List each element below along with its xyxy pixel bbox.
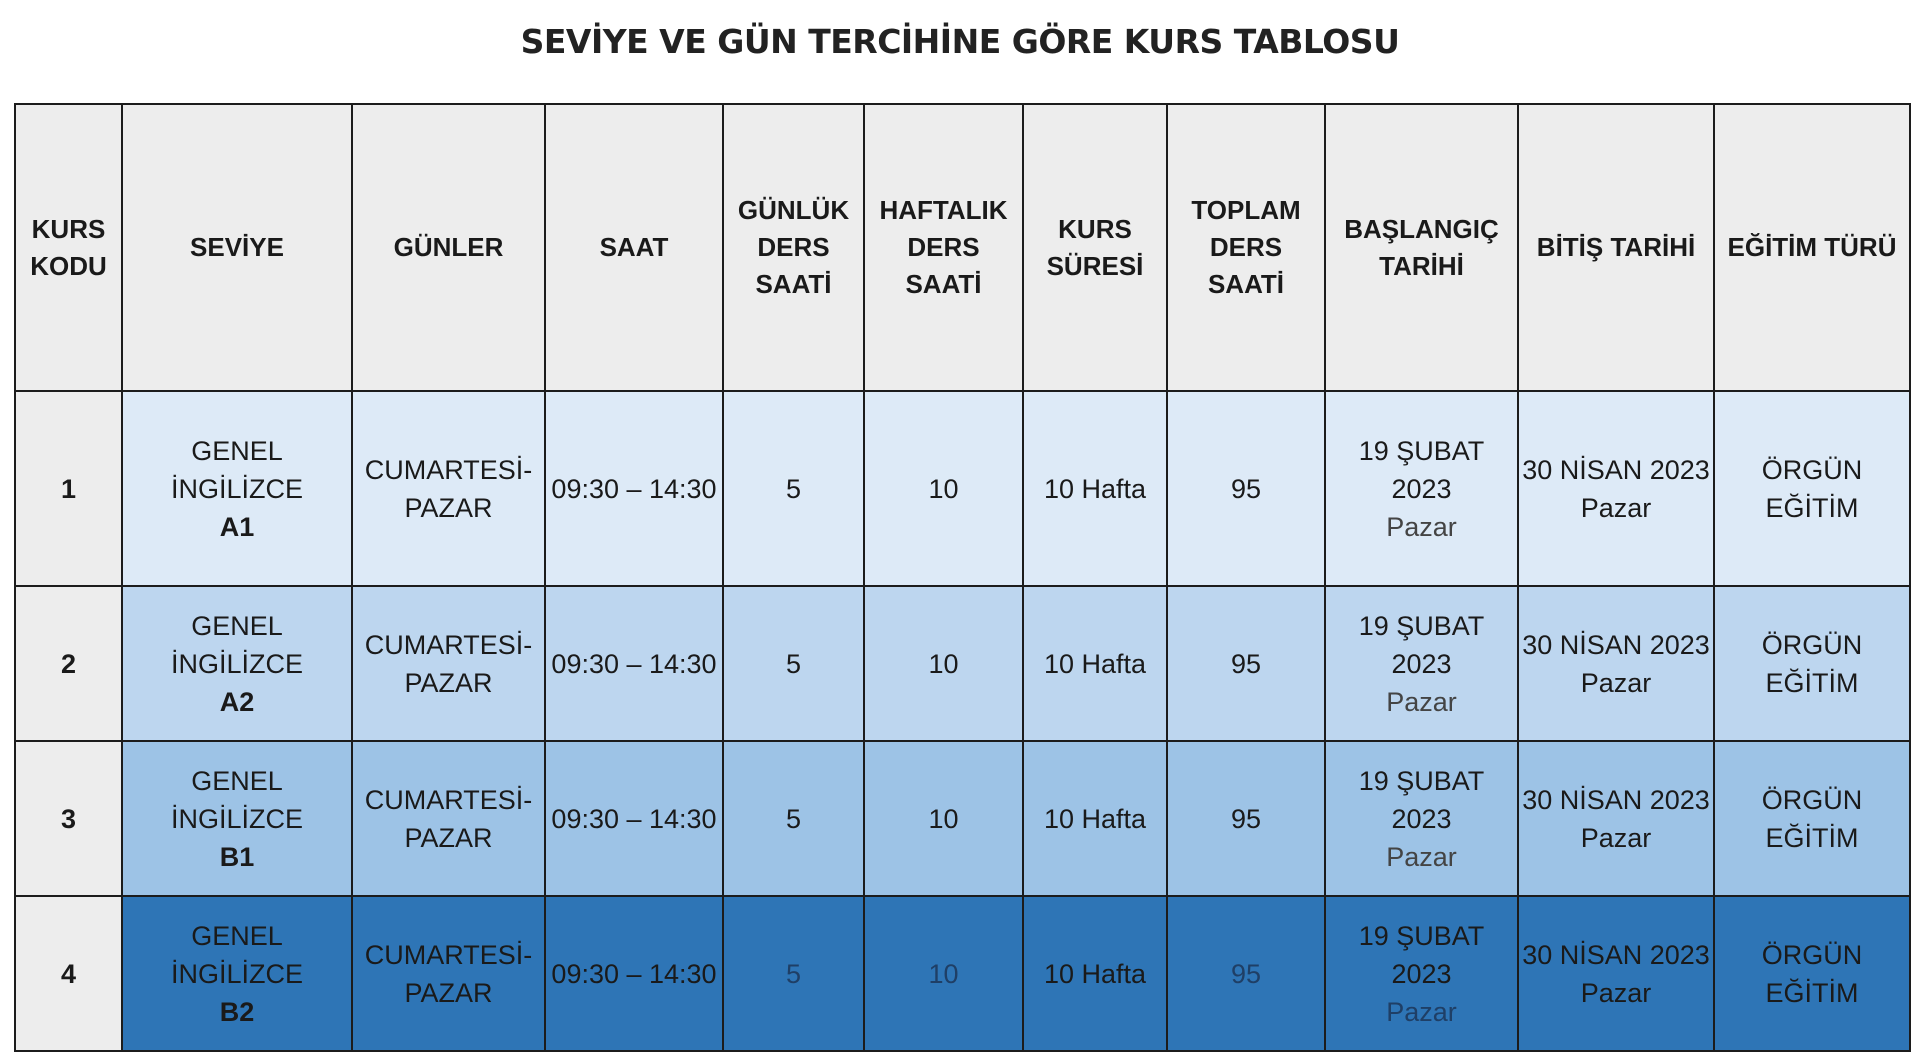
cell-weekly-hours: 10 [864,391,1023,586]
cell-weekly-hours: 10 [864,586,1023,741]
education-type-line: ÖRGÜN [1761,939,1863,970]
education-type-line: ÖRGÜN [1761,629,1863,660]
cell-time: 09:30 – 14:30 [545,896,723,1051]
cell-education-type [1714,741,1910,896]
start-date-line: 19 ŞUBAT [1358,435,1485,466]
header-weekly-hours [864,104,1023,391]
header-line: DERS SAATİ [1207,232,1285,299]
cell-total-hours: 95 [1167,896,1325,1051]
days-line: PAZAR [404,492,493,523]
cell-end-date [1518,896,1714,1051]
table-row [15,896,1910,1051]
header-line: BİTİŞ TARİHİ [1536,232,1696,262]
cell-level [122,391,352,586]
header-duration [1023,104,1167,391]
level-code: B2 [219,996,255,1027]
cell-end-date [1518,586,1714,741]
education-type-line: EĞİTİM [1765,492,1859,523]
header-line: TARİHİ [1379,250,1464,281]
header-line: SAAT [599,232,669,262]
level-code: B1 [219,841,255,872]
cell-duration: 10 Hafta [1023,896,1167,1051]
cell-course-code: 4 [15,896,122,1051]
header-education-type [1714,104,1910,391]
cell-course-code: 3 [15,741,122,896]
header-line: KURS [1058,213,1132,244]
start-date-line: 19 ŞUBAT [1358,610,1485,641]
education-type-line: EĞİTİM [1765,977,1859,1008]
header-line: SAATİ [755,269,832,299]
end-date-line: 30 NİSAN 2023 [1522,784,1710,815]
end-day: Pazar [1580,492,1652,523]
level-name: GENEL İNGİLİZCE [170,610,304,679]
level-name: GENEL İNGİLİZCE [170,435,304,504]
end-day: Pazar [1580,667,1652,698]
cell-days [352,391,545,586]
header-course-code [15,104,122,391]
end-date-line: 30 NİSAN 2023 [1522,629,1710,660]
cell-level [122,896,352,1051]
header-line: BAŞLANGIÇ [1344,213,1499,244]
header-total-hours [1167,104,1325,391]
header-line: DERS [757,232,830,262]
cell-duration: 10 Hafta [1023,741,1167,896]
table-row [15,741,1910,896]
end-day: Pazar [1580,822,1652,853]
cell-start-date [1325,586,1518,741]
cell-end-date [1518,741,1714,896]
cell-time: 09:30 – 14:30 [545,741,723,896]
table-row [15,586,1910,741]
cell-daily-hours: 5 [723,896,864,1051]
table-row [15,391,1910,586]
cell-weekly-hours: 10 [864,741,1023,896]
header-daily-hours [723,104,864,391]
education-type-line: ÖRGÜN [1761,784,1863,815]
start-date-line: 19 ŞUBAT [1358,765,1485,796]
days-line: PAZAR [404,977,493,1008]
cell-days [352,896,545,1051]
header-start-date [1325,104,1518,391]
header-line: HAFTALIK [879,195,1008,225]
cell-daily-hours: 5 [723,391,864,586]
header-level [122,104,352,391]
start-day: Pazar [1386,841,1457,872]
cell-start-date [1325,741,1518,896]
header-line: TOPLAM [1191,195,1301,225]
cell-duration: 10 Hafta [1023,391,1167,586]
end-date-line: 30 NİSAN 2023 [1522,939,1710,970]
start-date-line: 2023 [1391,473,1452,504]
start-day: Pazar [1386,686,1457,717]
cell-start-date [1325,896,1518,1051]
end-day: Pazar [1580,977,1652,1008]
days-line: CUMARTESİ- [364,939,533,970]
header-line: SÜRESİ [1046,250,1144,281]
cell-days [352,586,545,741]
cell-weekly-hours: 10 [864,896,1023,1051]
start-day: Pazar [1386,996,1457,1027]
cell-total-hours: 95 [1167,741,1325,896]
cell-start-date [1325,391,1518,586]
header-line: GÜNLÜK [737,195,850,225]
header-end-date [1518,104,1714,391]
start-date-line: 2023 [1391,803,1452,834]
cell-course-code: 1 [15,391,122,586]
cell-education-type [1714,391,1910,586]
cell-time: 09:30 – 14:30 [545,391,723,586]
header-row [15,104,1910,391]
cell-level [122,741,352,896]
header-line: DERS SAATİ [905,232,982,299]
cell-duration: 10 Hafta [1023,586,1167,741]
cell-daily-hours: 5 [723,741,864,896]
level-name: GENEL İNGİLİZCE [170,765,304,834]
days-line: CUMARTESİ- [364,629,533,660]
cell-education-type [1714,586,1910,741]
cell-end-date [1518,391,1714,586]
days-line: CUMARTESİ- [364,454,533,485]
level-name: GENEL İNGİLİZCE [170,920,304,989]
start-date-line: 2023 [1391,958,1452,989]
cell-level [122,586,352,741]
cell-course-code: 2 [15,586,122,741]
start-date-line: 19 ŞUBAT [1358,920,1485,951]
cell-time: 09:30 – 14:30 [545,586,723,741]
education-type-line: EĞİTİM [1765,822,1859,853]
header-days [352,104,545,391]
education-type-line: EĞİTİM [1765,667,1859,698]
days-line: PAZAR [404,822,493,853]
header-line: KODU [30,250,107,281]
header-line: EĞİTİM TÜRÜ [1727,232,1897,262]
course-table [14,103,1911,1052]
cell-days [352,741,545,896]
header-line: SEVİYE [190,232,284,262]
start-day: Pazar [1386,511,1457,542]
header-line: KURS [31,213,106,244]
days-line: PAZAR [404,667,493,698]
cell-total-hours: 95 [1167,391,1325,586]
days-line: CUMARTESİ- [364,784,533,815]
level-code: A1 [219,511,255,542]
level-code: A2 [219,686,255,717]
header-line: GÜNLER [393,232,504,262]
cell-education-type [1714,896,1910,1051]
header-time [545,104,723,391]
education-type-line: ÖRGÜN [1761,454,1863,485]
page-title: SEVİYE VE GÜN TERCİHİNE GÖRE KURS TABLOSU [520,22,1400,61]
start-date-line: 2023 [1391,648,1452,679]
end-date-line: 30 NİSAN 2023 [1522,454,1710,485]
cell-total-hours: 95 [1167,586,1325,741]
cell-daily-hours: 5 [723,586,864,741]
